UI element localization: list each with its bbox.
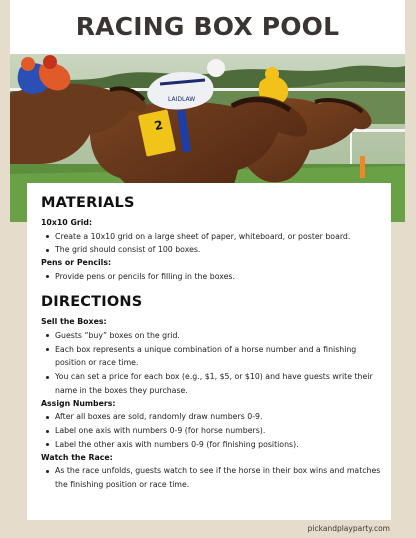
- list-item: You can set a price for each box (e.g., $1, $5, or $10) and have guests write their name in the boxes they purchase.: [55, 370, 381, 398]
- list-item: The grid should consist of 100 boxes.: [55, 243, 381, 257]
- directions-group-label: Assign Numbers:: [41, 398, 116, 408]
- directions-group-label: Watch the Race:: [41, 452, 113, 462]
- list-item: As the race unfolds, guests watch to see if the horse in their box wins and matches the finishing position or race time.: [55, 464, 381, 492]
- materials-group-label: 10x10 Grid:: [41, 218, 93, 227]
- materials-heading: MATERIALS: [41, 195, 135, 211]
- materials-group-label: Pens or Pencils:: [41, 258, 112, 268]
- materials-list: [41, 270, 381, 284]
- list-item: Guests “buy” boxes on the grid.: [55, 329, 381, 343]
- list-item: After all boxes are sold, randomly draw numbers 0-9.: [55, 410, 381, 424]
- list-item: Create a 10x10 grid on a large sheet of paper, whiteboard, or poster board.: [55, 230, 381, 244]
- saddle-cloth-number: 2: [153, 117, 165, 134]
- page-title: RACING BOX POOL: [75, 12, 340, 41]
- directions-list: [41, 464, 381, 492]
- directions-heading: DIRECTIONS: [41, 294, 143, 311]
- list-item: Label one axis with numbers 0-9 (for horse numbers).: [55, 424, 381, 438]
- list-item: Provide pens or pencils for filling in the boxes.: [55, 270, 381, 284]
- directions-list: [41, 410, 381, 451]
- list-item: Label the other axis with numbers 0-9 (for finishing positions).: [55, 438, 381, 452]
- page-header: [10, 0, 405, 54]
- footer-site: pickandplayparty.com: [307, 524, 390, 533]
- materials-list: [41, 230, 381, 258]
- directions-group-label: Sell the Boxes:: [41, 317, 107, 327]
- list-item: Each box represents a unique combination of a horse number and a finishing position or race time.: [55, 343, 381, 371]
- jockey-silks-text: LAIDLAW: [168, 96, 196, 103]
- directions-list: [41, 329, 381, 398]
- instructions-card: [27, 183, 391, 520]
